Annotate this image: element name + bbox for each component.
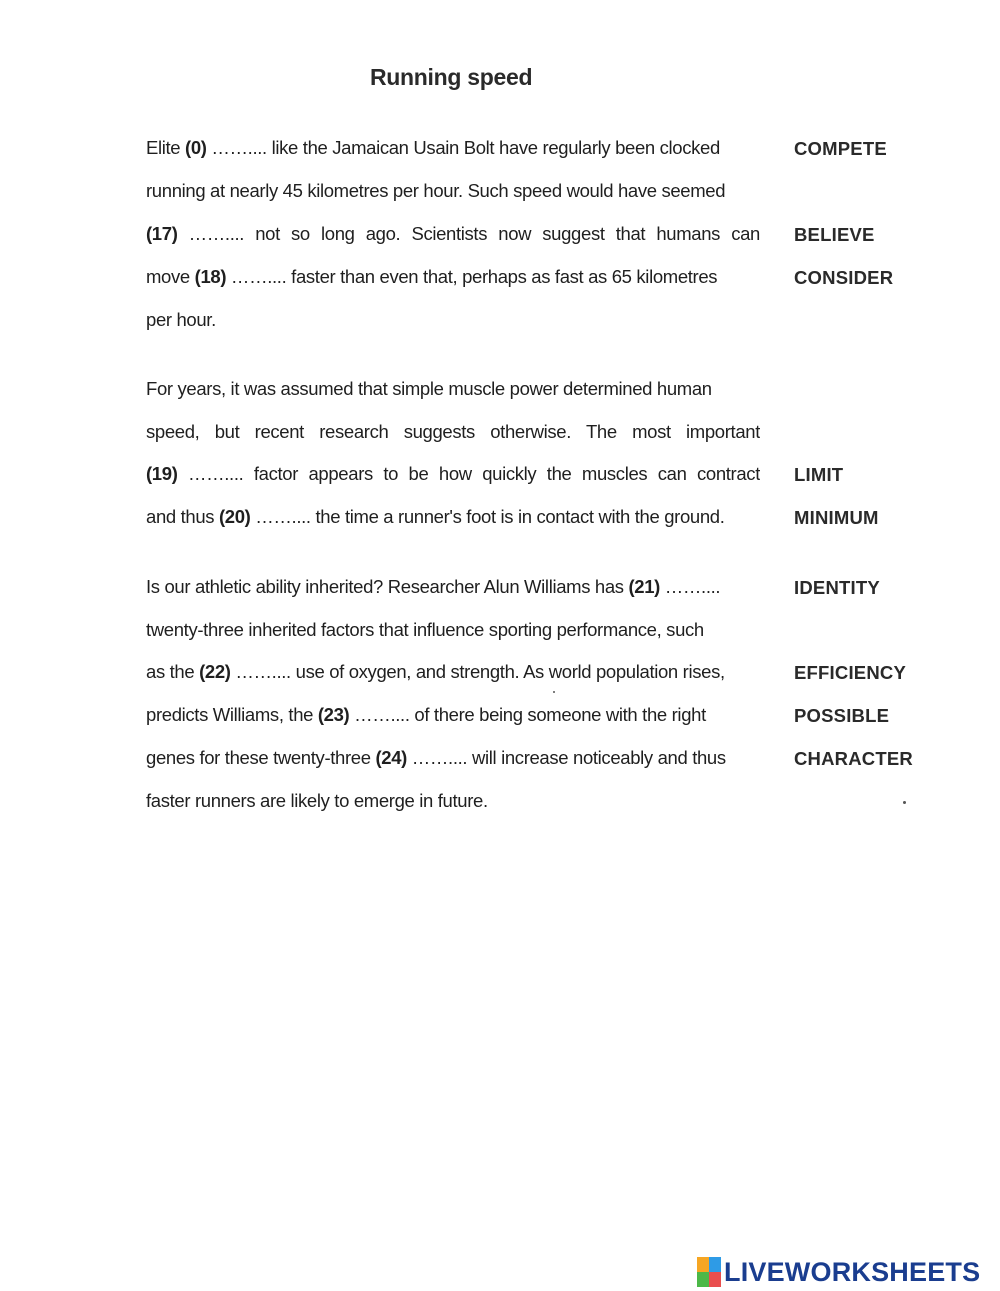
- keyword-identity: IDENTITY: [794, 577, 880, 598]
- text-line: as the (22) …….... use of oxygen, and strength. As world population rises,: [146, 661, 725, 682]
- text-line: move (18) …….... faster than even that, perhaps as fast as 65 kilometres: [146, 266, 718, 287]
- page-title: Running speed: [370, 64, 533, 90]
- gap-number: (24): [375, 747, 407, 768]
- text-line: speed, but recent research suggests otherwise. The most important: [146, 421, 760, 442]
- liveworksheets-logo[interactable]: [697, 1255, 980, 1289]
- gap-number: (21): [628, 576, 660, 597]
- text-line: (17) …….... not so long ago. Scientists now suggest that humans can: [146, 223, 760, 244]
- liveworksheets-logo-text: LIVEWORKSHEETS: [724, 1256, 981, 1287]
- keyword-consider: CONSIDER: [794, 267, 894, 288]
- keyword-efficiency: EFFICIENCY: [794, 662, 906, 683]
- keyword-believe: BELIEVE: [794, 224, 875, 245]
- text-line: Is our athletic ability inherited? Researcher Alun Williams has (21) ……....: [146, 576, 721, 597]
- text-line: Elite (0) …….... like the Jamaican Usain Bolt have regularly been clocked: [146, 137, 720, 158]
- gap-number: (23): [317, 704, 350, 725]
- gap-number: (0): [185, 137, 207, 158]
- text-line: predicts Williams, the (23) …….... of there being someone with the right: [146, 704, 706, 725]
- text-line: (19) …….... factor appears to be how quickly the muscles can contract: [146, 463, 760, 484]
- gap-number: (18): [194, 266, 227, 287]
- scan-speck: [903, 801, 906, 804]
- gap-number: (19): [146, 463, 178, 484]
- text-line: genes for these twenty-three (24) …….... will increase noticeably and thus: [146, 747, 726, 768]
- keyword-minimum: MINIMUM: [794, 507, 879, 528]
- keyword-compete: COMPETE: [794, 138, 887, 159]
- liveworksheets-logo-icon: [697, 1257, 721, 1287]
- logo-square-3: [697, 1272, 709, 1287]
- text-line: For years, it was assumed that simple muscle power determined human: [146, 378, 712, 399]
- gap-number: (17): [146, 223, 178, 244]
- text-line: faster runners are likely to emerge in future.: [146, 790, 488, 811]
- keyword-character: CHARACTER: [794, 748, 913, 769]
- gap-number: (22): [199, 661, 231, 682]
- logo-square-4: [709, 1272, 721, 1287]
- scan-speck: [553, 691, 555, 693]
- logo-square-2: [709, 1257, 721, 1272]
- text-line: twenty-three inherited factors that influence sporting performance, such: [146, 619, 704, 640]
- gap-number: (20): [218, 506, 251, 527]
- keyword-possible: POSSIBLE: [794, 705, 890, 726]
- text-line: per hour.: [146, 309, 216, 330]
- logo-square-1: [697, 1257, 709, 1272]
- text-line: and thus (20) …….... the time a runner's foot is in contact with the ground.: [146, 506, 725, 527]
- text-line: running at nearly 45 kilometres per hour. Such speed would have seemed: [146, 180, 726, 201]
- keyword-limit: LIMIT: [794, 464, 844, 485]
